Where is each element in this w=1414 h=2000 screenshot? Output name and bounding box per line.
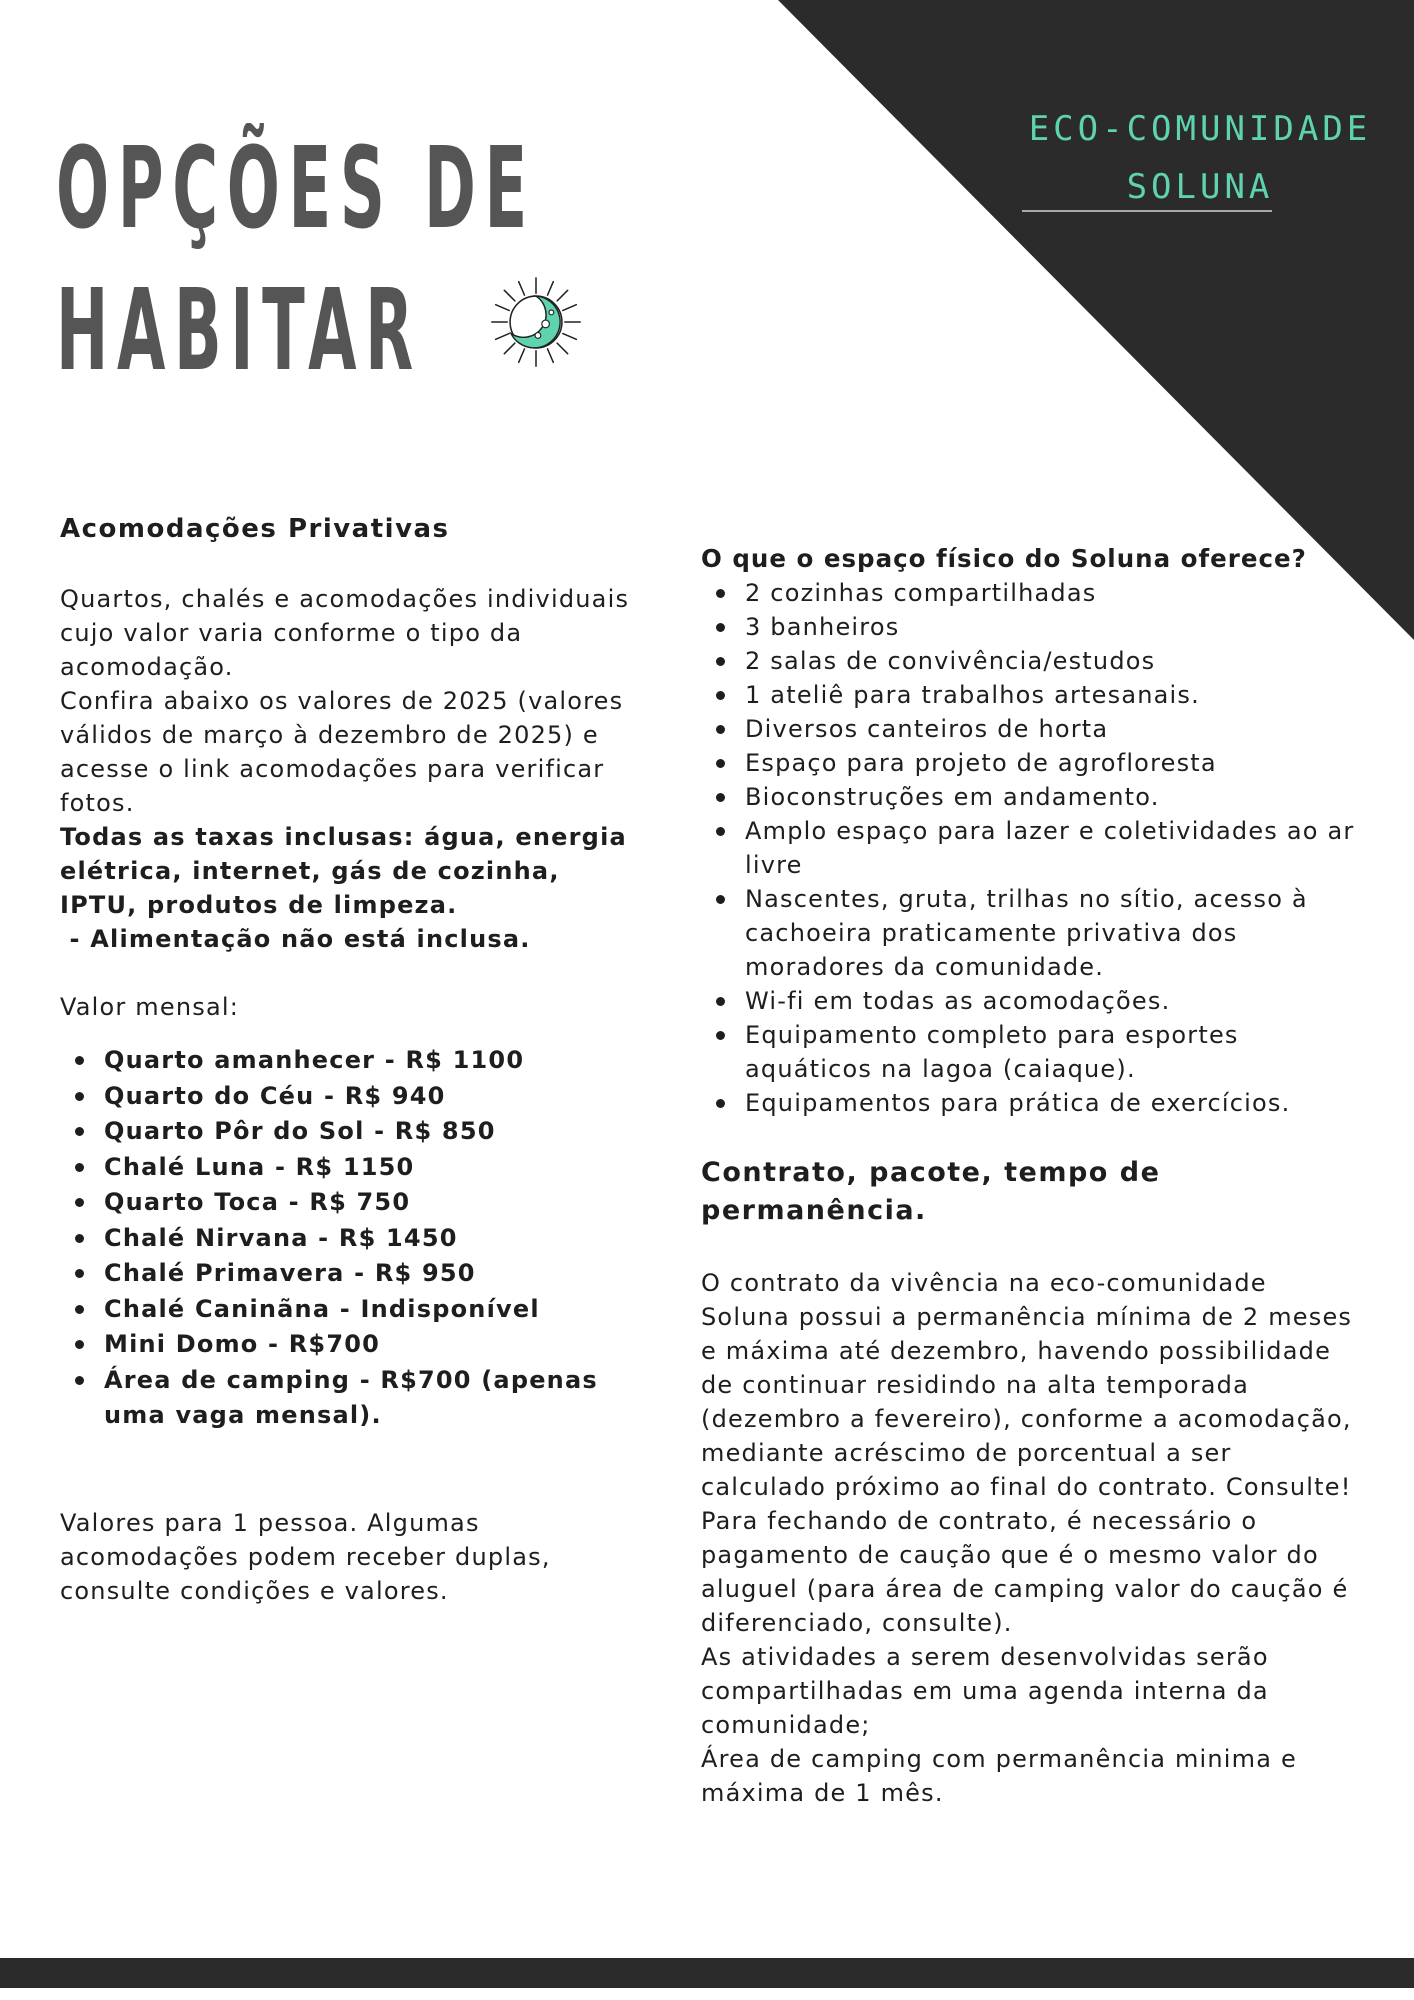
price-item: Área de camping - R$700 (apenas uma vaga mensal). xyxy=(104,1363,630,1434)
brand-name xyxy=(1020,100,1380,216)
page-title-line-1: OPÇÕES DE xyxy=(56,124,536,254)
space-item: Diversos canteiros de horta xyxy=(745,712,1356,746)
private-accommodations-heading: Acomodações Privativas xyxy=(60,514,450,544)
space-item: 3 banheiros xyxy=(745,610,1356,644)
price-item: Quarto amanhecer - R$ 1100 xyxy=(104,1043,630,1079)
page-title xyxy=(56,118,536,402)
price-list xyxy=(60,1043,630,1434)
space-item: Amplo espaço para lazer e coletividades ao ar livre xyxy=(745,814,1356,882)
intro-paragraph-2: Confira abaixo os valores de 2025 (valores válidos de março à dezembro de 2025) e acesse o link acomodações para verificar fotos. xyxy=(60,687,624,817)
price-item: Chalé Nirvana - R$ 1450 xyxy=(104,1221,630,1257)
monthly-value-label: Valor mensal: xyxy=(60,993,240,1021)
physical-space-list xyxy=(701,576,1356,1120)
contract-paragraph-1: O contrato da vivência na eco-comunidade Soluna possui a permanência mínima de 2 meses e máxima até dezembro, havendo possibilidade de continuar residindo na alta temporada (dezembro a fevereiro), conforme a acomodação, mediante acréscimo de porcentual a ser calculado próximo ao final do contrato. Consulte! xyxy=(701,1269,1353,1501)
price-item: Chalé Luna - R$ 1150 xyxy=(104,1150,630,1186)
contract-paragraph-3: As atividades a serem desenvolvidas serão compartilhadas em uma agenda interna da comunidade; xyxy=(701,1643,1269,1739)
space-item: Equipamentos para prática de exercícios. xyxy=(745,1086,1356,1120)
space-item: Bioconstruções em andamento. xyxy=(745,780,1356,814)
price-item: Quarto Pôr do Sol - R$ 850 xyxy=(104,1114,630,1150)
sun-icon xyxy=(488,274,584,370)
price-item: Quarto Toca - R$ 750 xyxy=(104,1185,630,1221)
price-item: Mini Domo - R$700 xyxy=(104,1327,630,1363)
space-item: Espaço para projeto de agrofloresta xyxy=(745,746,1356,780)
values-footnote: Valores para 1 pessoa. Algumas acomodações podem receber duplas, consulte condições e valores. xyxy=(60,1508,551,1605)
space-item: 2 salas de convivência/estudos xyxy=(745,644,1356,678)
space-item: Wi-fi em todas as acomodações. xyxy=(745,984,1356,1018)
space-item: 2 cozinhas compartilhadas xyxy=(745,576,1356,610)
taxes-included-note: Todas as taxas inclusas: água, energia elétrica, internet, gás de cozinha, IPTU, produtos de limpeza. xyxy=(60,823,627,919)
contract-paragraph-4: Área de camping com permanência minima e máxima de 1 mês. xyxy=(701,1745,1297,1807)
brand-line-2: SOLUNA xyxy=(1126,167,1274,207)
food-not-included-note: - Alimentação não está inclusa. xyxy=(60,925,531,953)
left-column xyxy=(60,512,630,1608)
footer-bar xyxy=(0,1958,1414,1988)
space-item: Nascentes, gruta, trilhas no sítio, acesso à cachoeira praticamente privativa dos moradores da comunidade. xyxy=(745,882,1356,984)
intro-paragraph-1: Quartos, chalés e acomodações individuais cujo valor varia conforme o tipo da acomodação. xyxy=(60,585,630,681)
price-item: Chalé Caninãna - Indisponível xyxy=(104,1292,630,1328)
price-item: Chalé Primavera - R$ 950 xyxy=(104,1256,630,1292)
contract-heading: Contrato, pacote, tempo de permanência. xyxy=(701,1157,1161,1226)
physical-space-heading: O que o espaço físico do Soluna oferece? xyxy=(701,544,1307,573)
contract-paragraph-2: Para fechando de contrato, é necessário o pagamento de caução que é o mesmo valor do aluguel (para área de camping valor do caução é diferenciado, consulte). xyxy=(701,1507,1349,1637)
right-column xyxy=(701,542,1356,1810)
space-item: 1 ateliê para trabalhos artesanais. xyxy=(745,678,1356,712)
price-item: Quarto do Céu - R$ 940 xyxy=(104,1079,630,1115)
brand-underline xyxy=(1022,210,1272,212)
brand-line-1: ECO-COMUNIDADE xyxy=(1028,109,1372,149)
space-item: Equipamento completo para esportes aquáticos na lagoa (caiaque). xyxy=(745,1018,1356,1086)
page-title-line-2: HABITAR xyxy=(56,266,422,396)
